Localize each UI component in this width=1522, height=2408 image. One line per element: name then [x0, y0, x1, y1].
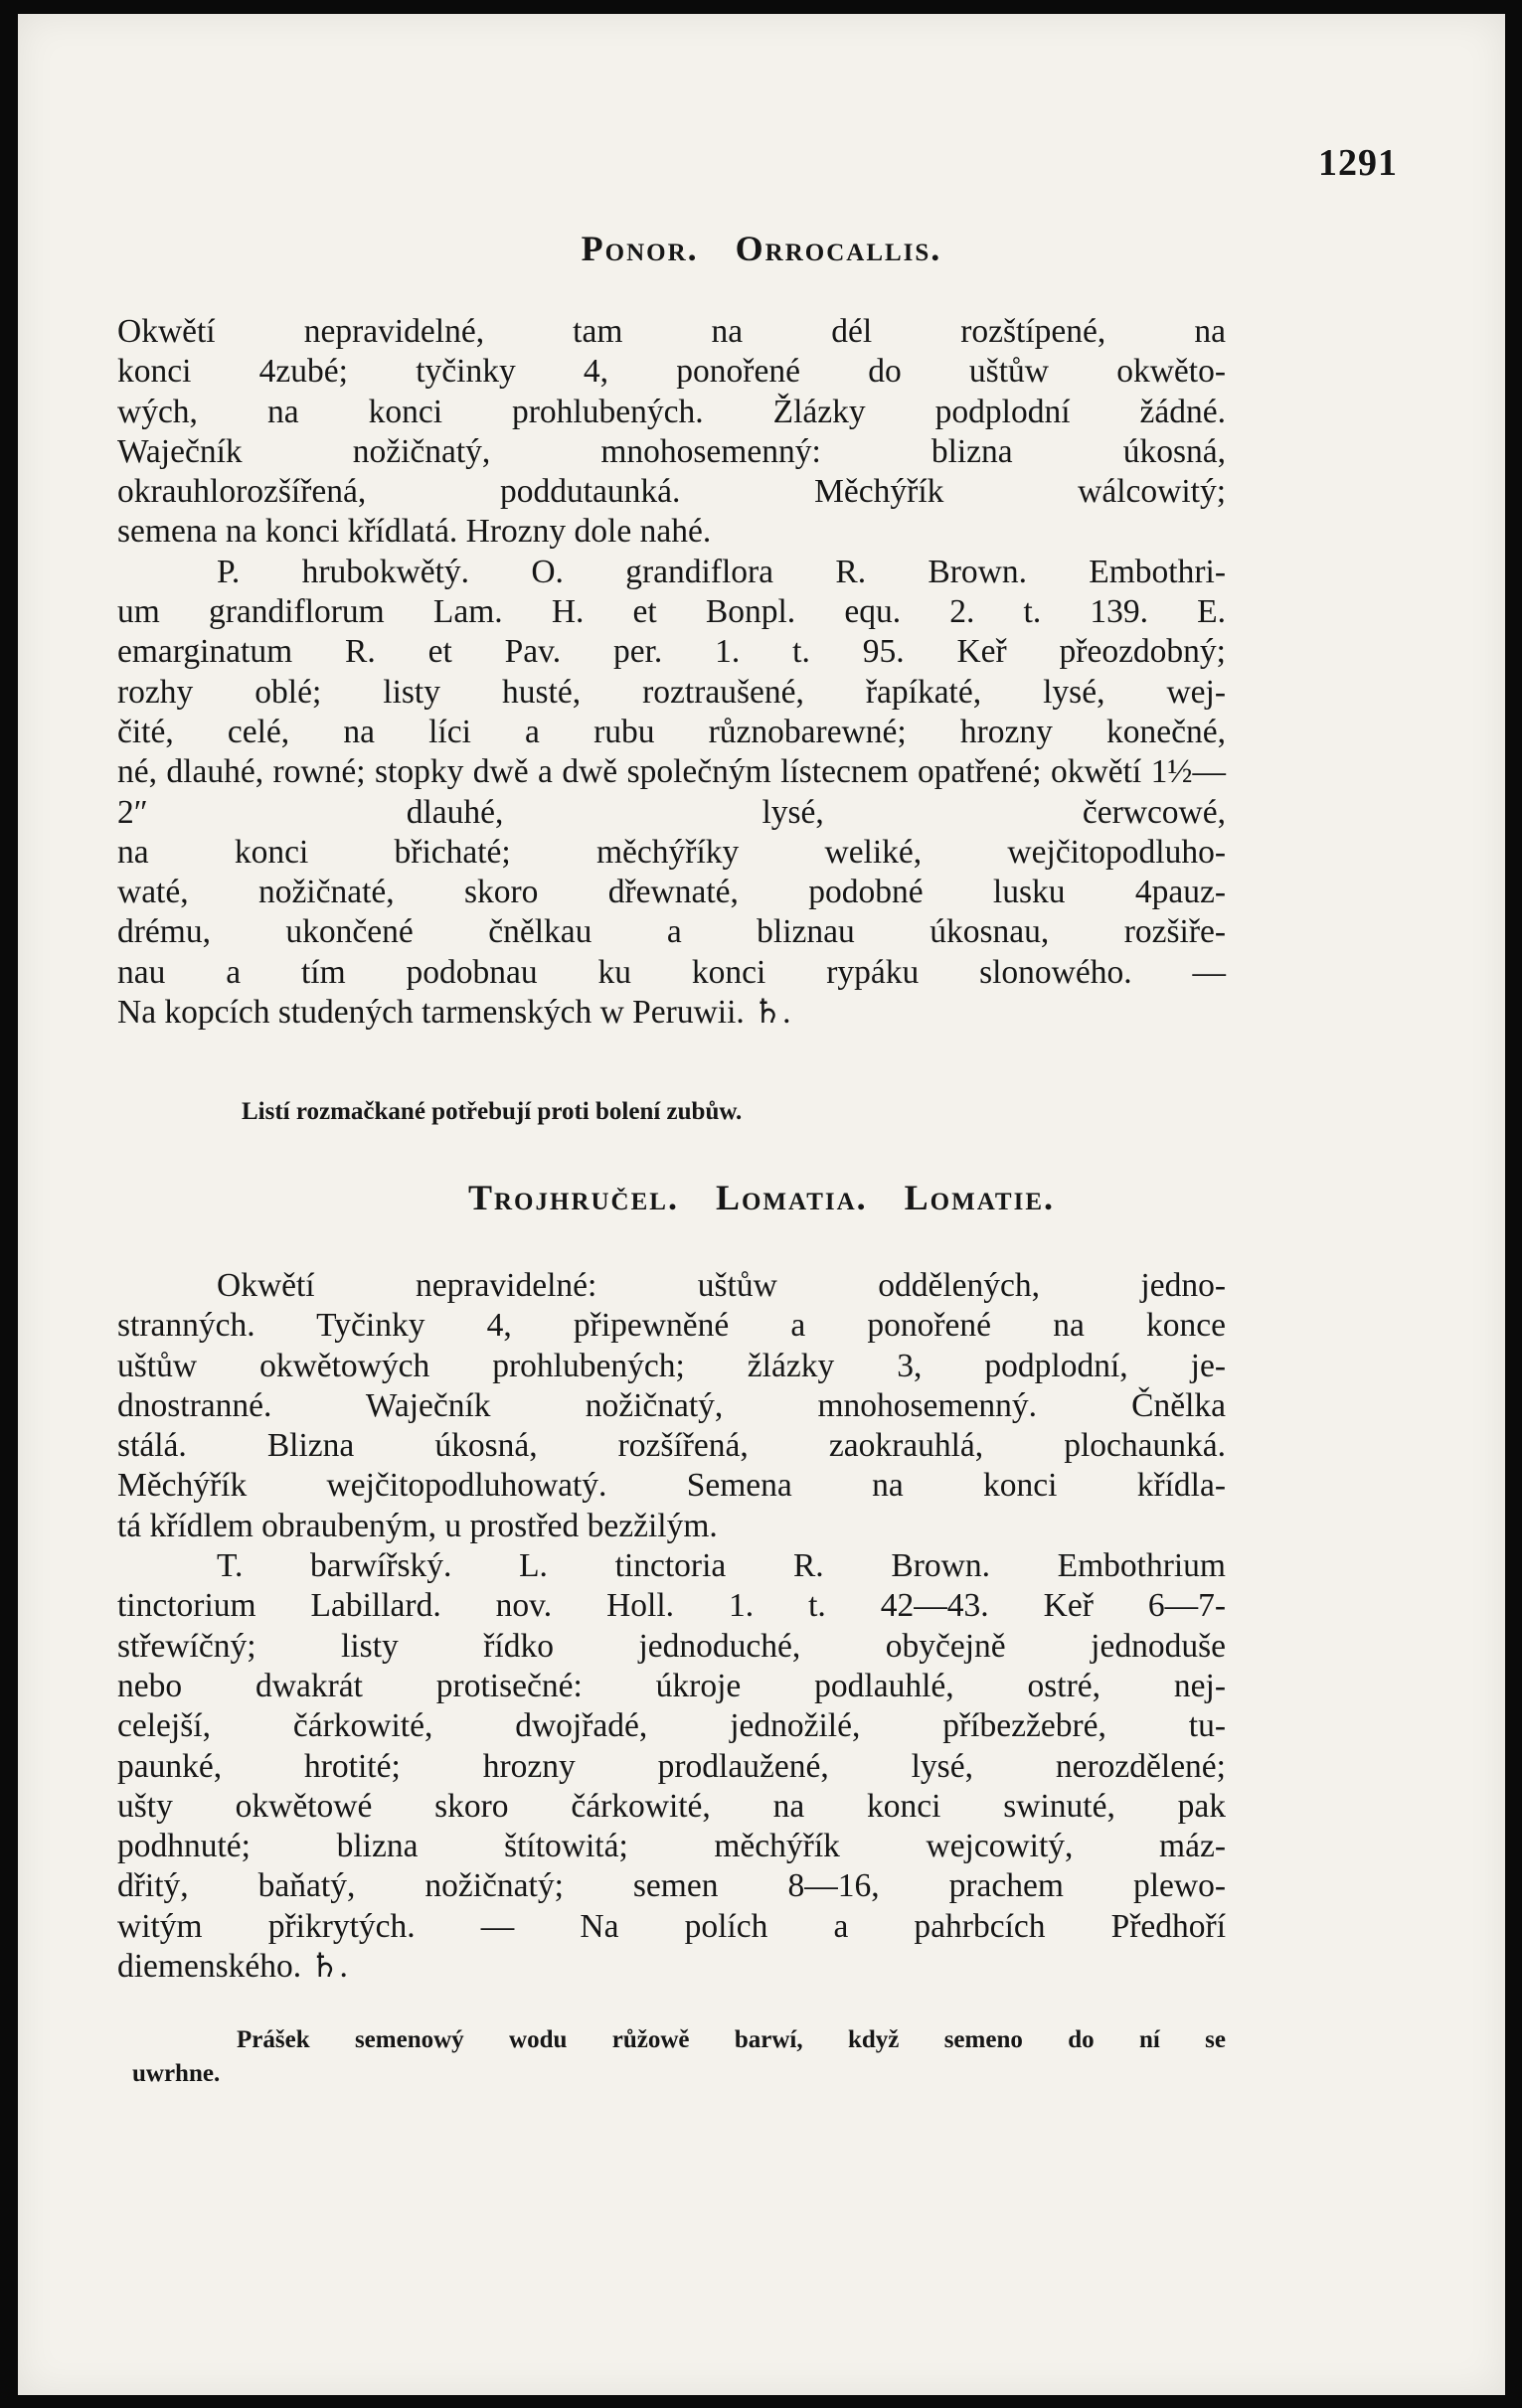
species-line: P. hrubokwětý. O. grandiflora R. Brown. Embothri-: [217, 553, 1226, 590]
text-line: drému, ukončené čnělkau a bliznau úkosnau, rozšiře-: [117, 913, 1226, 951]
usage-note-ponor: Listí rozmačkané potřebují proti bolení zubůw.: [242, 1098, 743, 1125]
text-line: stranných. Tyčinky 4, připewněné a ponořené na konce: [117, 1307, 1226, 1345]
text-line: čité, celé, na líci a rubu různobarewné; hrozny konečné,: [117, 713, 1226, 750]
text-line: né, dlauhé, rowné; stopky dwě a dwě společným lístecnem opatřené; okwětí 1½—2″ dlauhé, lysé, čerwcowé,: [117, 753, 1226, 831]
book-page: [18, 14, 1505, 2395]
usage-note-trojhrucel: [132, 2023, 1226, 2091]
genus-header-ponor: Ponor. Orrocallis.: [581, 229, 942, 268]
note-line: uwrhne.: [132, 2060, 221, 2087]
text-line: Okwětí nepravidelné: uštůw oddělených, jedno-: [217, 1267, 1226, 1304]
text-line: tinctorium Labillard. nov. Holl. 1. t. 42—43. Keř 6—7-: [117, 1587, 1226, 1625]
text-line: Měchýřík wejčitopodluhowatý. Semena na konci křídla-: [117, 1467, 1226, 1505]
text-line: waté, nožičnaté, skoro dřewnaté, podobné lusku 4pauz-: [117, 874, 1226, 911]
text-line: podhnuté; blizna štítowitá; měchýřík wejcowitý, máz-: [117, 1828, 1226, 1865]
text-line: witým přikrytých. — Na polích a pahrbcích Předhoří: [117, 1907, 1226, 1945]
genus-description-trojhrucel: [117, 1266, 1226, 1987]
text-line: dnostranné. Waječník nožičnatý, mnohosemenný. Čnělka: [117, 1386, 1226, 1424]
text-line: Na kopcích studených tarmenských w Peruwii. ♄.: [117, 994, 791, 1032]
text-line: konci 4zubé; tyčinky 4, ponořené do uštůw okwěto-: [117, 353, 1226, 391]
text-line: wých, na konci prohlubených. Žlázky podplodní žádné.: [117, 393, 1226, 430]
genus-description-ponor: [117, 312, 1226, 1033]
text-line: ušty okwětowé skoro čárkowité, na konci swinuté, pak: [117, 1787, 1226, 1825]
text-line: paunké, hrotité; hrozny prodlaužené, lysé, nerozdělené;: [117, 1747, 1226, 1785]
text-line: semena na konci křídlatá. Hrozny dole nahé.: [117, 513, 712, 551]
note-line: Prášek semenowý wodu růžowě barwí, když semeno do ní se: [237, 2026, 1226, 2053]
text-line: tá křídlem obraubeným, u prostřed bezžilým.: [117, 1507, 718, 1544]
text-line: nau a tím podobnau ku konci rypáku slonowého. —: [117, 953, 1226, 991]
text-line: na konci břichaté; měchýříky weliké, wejčitopodluho-: [117, 833, 1226, 871]
text-line: celejší, čárkowité, dwojřadé, jednožilé, příbezžebré, tu-: [117, 1707, 1226, 1745]
text-line: nebo dwakrát protisečné: úkroje podlauhlé, ostré, nej-: [117, 1667, 1226, 1704]
text-line: emarginatum R. et Pav. per. 1. t. 95. Keř přeozdobný;: [117, 633, 1226, 671]
text-line: Waječník nožičnatý, mnohosemenný: blizna úkosná,: [117, 432, 1226, 470]
text-line: střewíčný; listy řídko jednoduché, obyčejně jednoduše: [117, 1627, 1226, 1665]
text-line: Okwětí nepravidelné, tam na dél rozštípené, na: [117, 313, 1226, 350]
text-line: um grandiflorum Lam. H. et Bonpl. equ. 2. t. 139. E.: [117, 593, 1226, 631]
text-line: dřitý, baňatý, nožičnatý; semen 8—16, prachem plewo-: [117, 1867, 1226, 1905]
text-line: okrauhlorozšířená, poddutaunká. Měchýřík wálcowitý;: [117, 473, 1226, 511]
species-line: T. barwířský. L. tinctoria R. Brown. Embothrium: [217, 1547, 1226, 1585]
genus-header-trojhrucel: Trojhručel. Lomatia. Lomatie.: [467, 1178, 1055, 1217]
text-line: rozhy oblé; listy husté, roztraušené, řapíkaté, lysé, wej-: [117, 673, 1226, 711]
text-line: stálá. Blizna úkosná, rozšířená, zaokrauhlá, plochaunká.: [117, 1427, 1226, 1465]
text-line: diemenského. ♄.: [117, 1948, 348, 1986]
text-line: uštůw okwětowých prohlubených; žlázky 3, podplodní, je-: [117, 1347, 1226, 1384]
page-number: 1291: [1318, 142, 1398, 184]
